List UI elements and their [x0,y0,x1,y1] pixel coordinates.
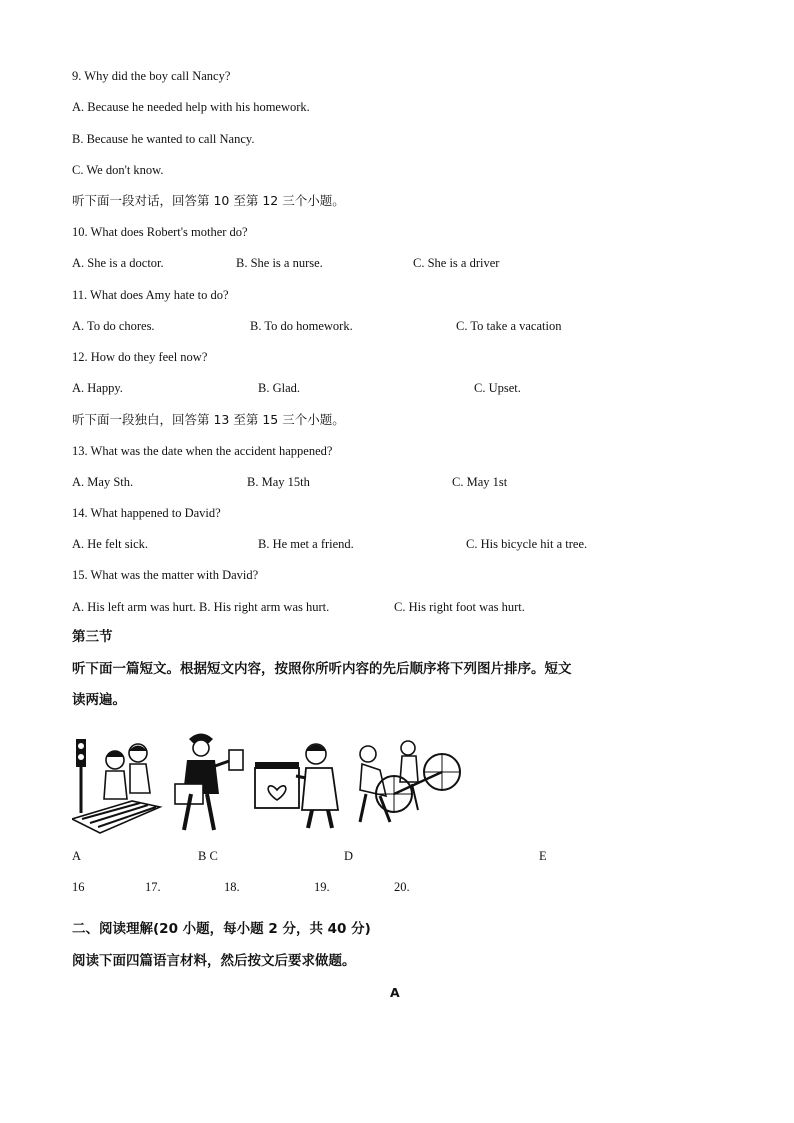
q13-option-c: C. May 1st [452,475,508,489]
picture-label-e: E [539,849,547,863]
q10-option-a: A. She is a doctor. [72,256,164,270]
picture-b-mailman [172,730,250,832]
section3-instruction-line1: 听下面一篇短文。根据短文内容，按照你所听内容的先后顺序将下列图片排序。短文 [72,661,572,677]
q15-question: 15. What was the matter with David? [72,568,259,582]
q10-question: 10. What does Robert's mother do? [72,225,248,239]
q9-option-a: A. Because he needed help with his homework. [72,100,310,114]
picture-label-a: A [72,849,82,863]
picture-label-d: D [344,849,354,863]
picture-d-fixing-bicycle [352,740,464,828]
q11-option-b: B. To do homework. [250,319,353,333]
q10-option-c: C. She is a driver [413,256,500,270]
part2-instruction: 阅读下面四篇语言材料，然后按文后要求做题。 [72,953,356,969]
answer-blank-20: 20. [394,880,410,894]
q11-option-c: C. To take a vacation [456,319,562,333]
answer-blank-19: 19. [314,880,330,894]
q12-question: 12. How do they feel now? [72,350,208,364]
q12-option-b: B. Glad. [258,381,301,395]
section3-title: 第三节 [72,629,113,645]
q14-question: 14. What happened to David? [72,506,221,520]
q14-option-c: C. His bicycle hit a tree. [466,537,588,551]
q14-option-a: A. He felt sick. [72,537,149,551]
q9-option-b: B. Because he wanted to call Nancy. [72,132,255,146]
q9-question: 9. Why did the boy call Nancy? [72,69,231,83]
q15-option-a-b: A. His left arm was hurt. B. His right arm was hurt. [72,600,330,614]
picture-label-b-c: B C [198,849,218,863]
q9-option-c: C. We don't know. [72,163,164,177]
q13-question: 13. What was the date when the accident happened? [72,444,333,458]
part2-title: 二、阅读理解(20 小题，每小题 2 分，共 40 分) [72,921,371,937]
answer-blank-16: 16 [72,880,85,894]
section3-instruction-line2: 读两遍。 [72,692,126,708]
q13-option-a: A. May Sth. [72,475,134,489]
q11-question: 11. What does Amy hate to do? [72,288,229,302]
instruction-13-15: 听下面一段独白，回答第 13 至第 15 三个小题。 [72,412,345,427]
passage-a-label: A [390,985,400,1000]
q12-option-a: A. Happy. [72,381,123,395]
q12-option-c: C. Upset. [474,381,521,395]
q10-option-b: B. She is a nurse. [236,256,323,270]
q11-option-a: A. To do chores. [72,319,155,333]
instruction-10-12: 听下面一段对话，回答第 10 至第 12 三个小题。 [72,193,345,208]
q14-option-b: B. He met a friend. [258,537,354,551]
answer-blank-18: 18. [224,880,240,894]
q13-option-b: B. May 15th [247,475,310,489]
picture-a-crossing-street [72,735,164,835]
answer-blank-17: 17. [145,880,161,894]
q15-option-c: C. His right foot was hurt. [394,600,525,614]
picture-c-donation-box [252,738,348,830]
